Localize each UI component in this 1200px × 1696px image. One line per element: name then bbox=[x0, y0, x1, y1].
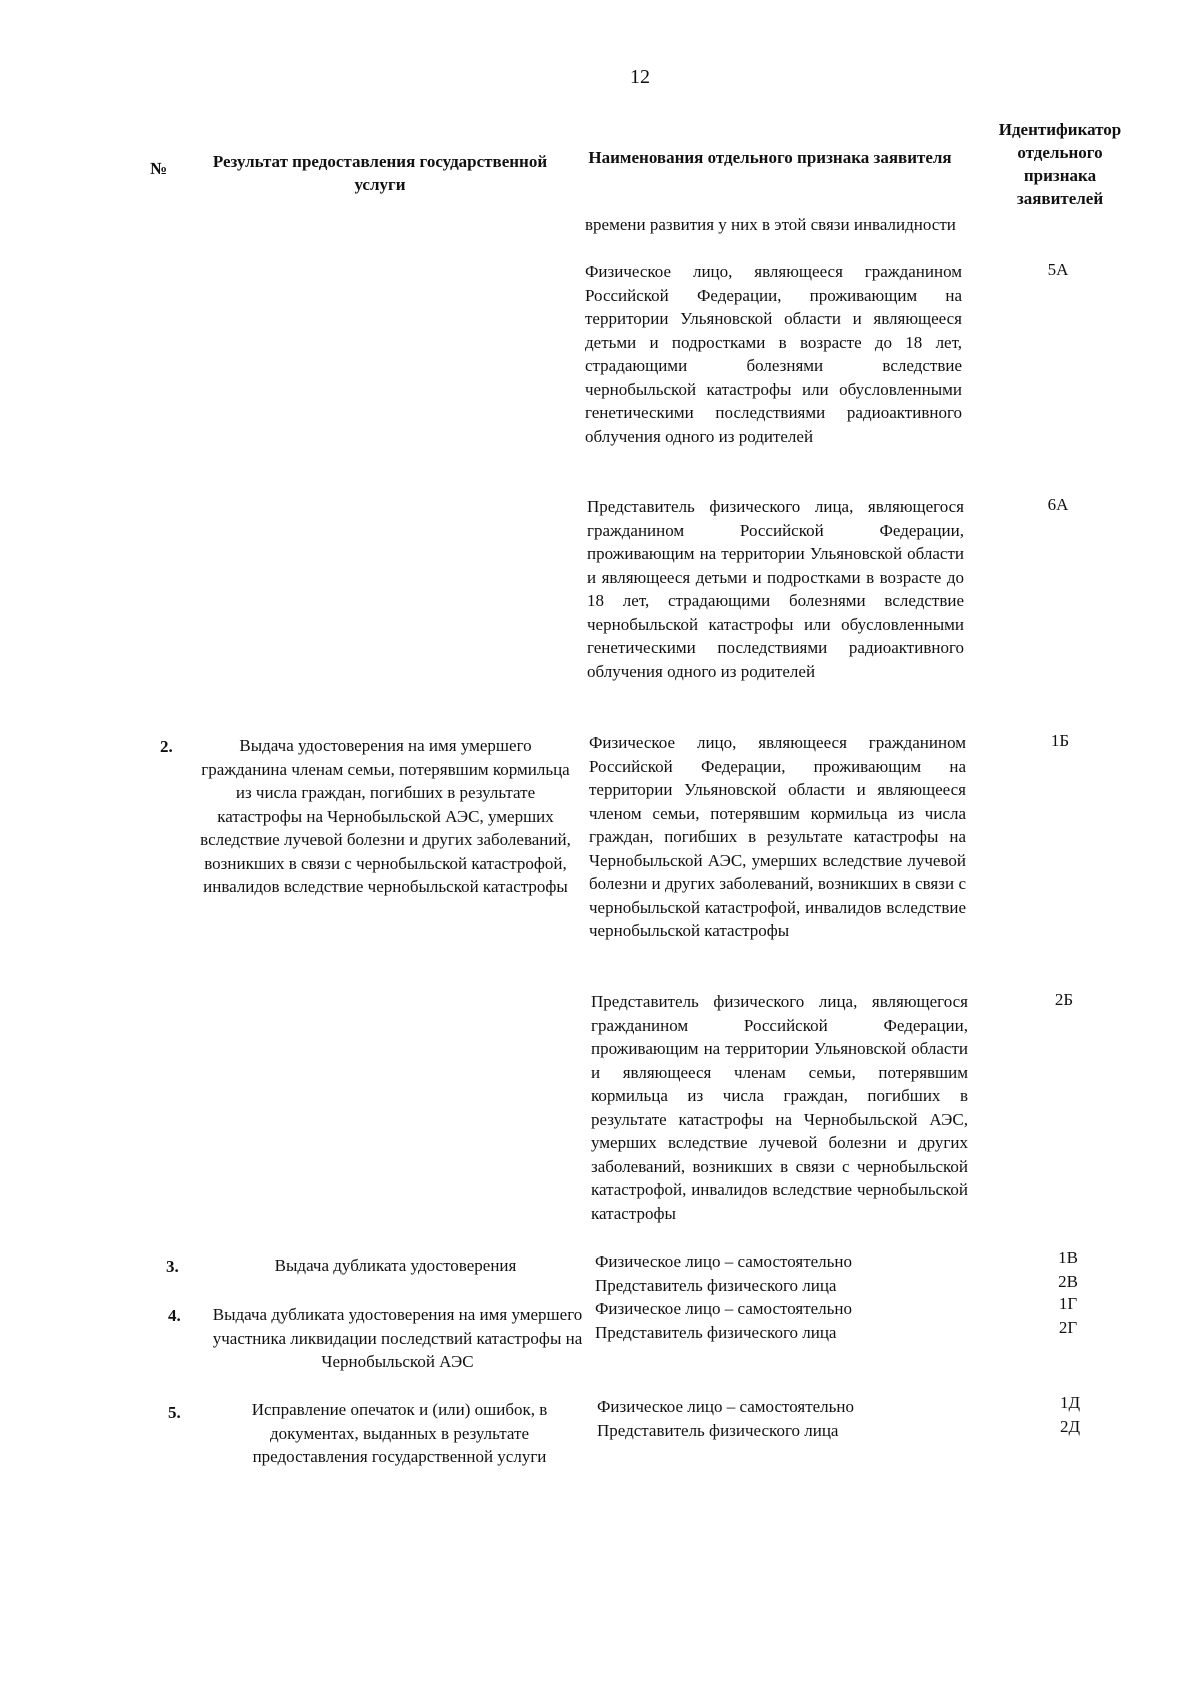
applicant-identifier: 1Б bbox=[1050, 731, 1070, 750]
column-header-name: Наименования отдельного признака заявителя bbox=[588, 148, 952, 167]
row-number: 5. bbox=[168, 1403, 181, 1422]
applicant-identifier: 2Г bbox=[1058, 1318, 1078, 1337]
service-result-text: Исправление опечаток и (или) ошибок, в документах, выданных в результате предоставления государственной услуги bbox=[251, 1400, 548, 1466]
service-result-text: Выдача дубликата удостоверения на имя умершего участника ликвидации последствий катастрофы на Чернобыльской АЭС bbox=[212, 1305, 583, 1371]
page-number: 12 bbox=[630, 66, 650, 88]
applicant-identifier: 1Д bbox=[1059, 1393, 1081, 1412]
applicant-identifier: 2Б bbox=[1054, 990, 1074, 1009]
applicant-identifier: 1В bbox=[1058, 1248, 1078, 1267]
applicant-identifier: 6А bbox=[1047, 495, 1069, 514]
service-result-text: Выдача удостоверения на имя умершего гражданина членам семьи, потерявшим кормильца из числа граждан, погибших в результате катастрофы на Чернобыльской АЭС, умерших вследствие лучевой болезни и других заболеваний, возникших в связи с чернобыльской катастрофой, инвалидов вследствие чернобыльской катастрофы bbox=[200, 736, 571, 896]
column-header-number: № bbox=[150, 159, 168, 178]
applicant-feature-text: Представитель физического лица bbox=[595, 1323, 837, 1342]
column-header-identifier: Идентификатор отдельного признака заявителей bbox=[998, 120, 1122, 208]
applicant-feature-text: Физическое лицо, являющееся гражданином Российской Федерации, проживающим на территории Ульяновской области и являющееся членом семьи, потерявшим кормильца из числа граждан, погибших в результате катастрофы на Чернобыльской АЭС, умерших вследствие лучевой болезни и других заболеваний, возникших в связи с чернобыльской катастрофой, инвалидов вследствие чернобыльской катастрофы bbox=[589, 733, 966, 940]
applicant-feature-text: Представитель физического лица, являющегося гражданином Российской Федерации, проживающим на территории Ульяновской области и являющееся членам семьи, потерявшим кормильца из числа граждан, погибших в результате катастрофы на Чернобыльской АЭС, умерших вследствие лучевой болезни и других заболеваний, возникших в связи с чернобыльской катастрофой, инвалидов вследствие чернобыльской катастрофы bbox=[591, 992, 968, 1223]
service-result-text: Выдача дубликата удостоверения bbox=[274, 1256, 517, 1275]
row-number: 4. bbox=[168, 1306, 181, 1325]
applicant-identifier: 5А bbox=[1047, 260, 1069, 279]
applicant-feature-text: Физическое лицо, являющееся гражданином Российской Федерации, проживающим на территории Ульяновской области и являющееся детьми и подростками в возрасте до 18 лет, страдающими болезнями вследствие чернобыльской катастрофы или обусловленными генетическими последствиями радиоактивного облучения одного из родителей bbox=[585, 262, 962, 446]
applicant-feature-text: Физическое лицо – самостоятельно bbox=[597, 1397, 855, 1416]
column-header-result: Результат предоставления государственной услуги bbox=[212, 152, 548, 194]
applicant-feature-text: Представитель физического лица bbox=[597, 1421, 839, 1440]
applicant-identifier: 1Г bbox=[1058, 1294, 1078, 1313]
row-number: 3. bbox=[166, 1257, 179, 1276]
applicant-feature-text: Представитель физического лица bbox=[595, 1276, 837, 1295]
applicant-identifier: 2Д bbox=[1059, 1417, 1081, 1436]
applicant-feature-text: Физическое лицо – самостоятельно bbox=[595, 1252, 853, 1271]
applicant-feature-text: Физическое лицо – самостоятельно bbox=[595, 1299, 853, 1318]
applicant-identifier: 2В bbox=[1058, 1272, 1078, 1291]
applicant-feature-text: Представитель физического лица, являющегося гражданином Российской Федерации, проживающим на территории Ульяновской области и являющееся детьми и подростками в возрасте до 18 лет, страдающими болезнями вследствие чернобыльской катастрофы или обусловленными генетическими последствиями радиоактивного облучения одного из родителей bbox=[587, 497, 964, 681]
row-number: 2. bbox=[160, 737, 173, 756]
applicant-feature-text: времени развития у них в этой связи инвалидности bbox=[585, 215, 956, 234]
